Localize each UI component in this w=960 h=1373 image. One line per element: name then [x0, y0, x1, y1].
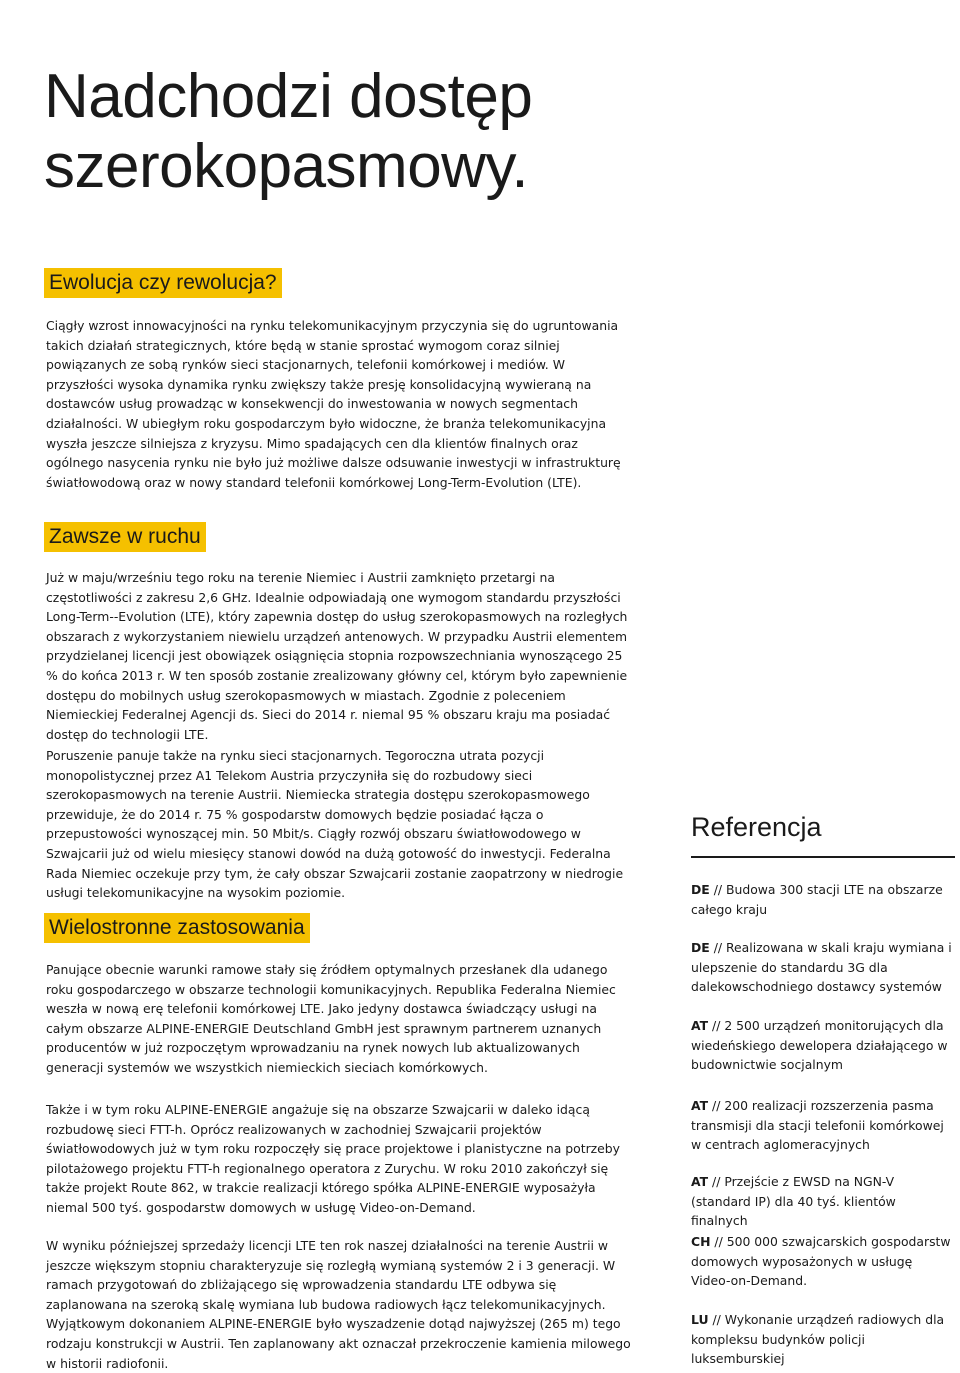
page-title	[44, 62, 532, 202]
paragraph-fixed-networks: Poruszenie panuje także na rynku sieci stacjonarnych. Tegoroczna utrata pozycji monopolistycznej przez A1 Telekom Austria przyczyniła się do rozbudowy sieci szerokopasmowych na terenie Austrii. Niemiecka strategia dostępu szerokopasmowego przewiduje, że do 2014 r. 75 % gospodarstw domowych będzie posiadać łącza o przepustowości wynoszącej min. 50 Mbit/s. Ciągły rozwój obszaru światłowodowego w Szwajcarii już od wielu miesięcy stanowi dowód na dużą gotowość do inwestycji. Federalna Rada Niemiec oczekuje przy tym, że cały obszar Szwajcarii zostanie zaopatrzony w niedrogie usługi telekomunikacyjne na wysokim poziomie.	[46, 748, 624, 901]
reference-item	[691, 1232, 953, 1291]
reference-separator: //	[710, 1234, 727, 1249]
reference-text: 2 500 urządzeń monitorujących dla wiedeńskiego dewelopera działającego w budownictwie socjalnym	[691, 1018, 948, 1073]
reference-item	[691, 1016, 953, 1075]
reference-separator: //	[708, 1174, 725, 1189]
page-title-line-2: szerokopasmowy.	[44, 132, 529, 201]
reference-separator: //	[709, 940, 726, 955]
reference-country-code: AT	[691, 1018, 709, 1033]
paragraph-austria-lte: W wyniku późniejszej sprzedaży licencji LTE ten rok naszej działalności na terenie Austrii w jeszcze większym stopniu charakteryzuje się rozległą wymianą systemów 2 i 3 generacji. W ramach przygotowań do zbliżającego się wprowadzenia standardu LTE odbywa się zaplanowana na szeroką skalę wymiana lub budowa radiowych łącz telekomunikacyjnych. Wyjątkowym dokonaniem ALPINE-ENERGIE było wyszadzenie dotąd najwyższej (265 m) tego rodzaju konstrukcji w Austrii. Ten zaplanowany akt oznaczał przekroczenie kamienia milowego w historii radiofonii.	[46, 1238, 631, 1371]
reference-item	[691, 880, 953, 919]
page-title-line-1: Nadchodzi dostęp	[44, 62, 533, 131]
section-heading-always-moving: Zawsze w ruchu	[44, 522, 206, 552]
reference-separator: //	[709, 882, 726, 897]
reference-separator: //	[708, 1098, 725, 1113]
reference-text: 200 realizacji rozszerzenia pasma transmisji dla stacji telefonii komórkowej w centrach aglomeracyjnych	[691, 1098, 944, 1153]
section-heading-evolution: Ewolucja czy rewolucja?	[44, 268, 282, 298]
reference-text: Przejście z EWSD na NGN-V (standard IP) dla 40 tyś. klientów finalnych	[691, 1174, 896, 1229]
reference-country-code: DE	[691, 940, 710, 955]
reference-country-code: DE	[691, 882, 710, 897]
reference-text: Wykonanie urządzeń radiowych dla kompleksu budynków policji luksemburskiej	[691, 1312, 945, 1367]
paragraph-lte-auctions: Już w maju/wrześniu tego roku na terenie Niemiec i Austrii zamknięto przetargi na częstotliwości z zakresu 2,6 GHz. Idealnie odpowiadają one wymogom standardu przyszłości Long-Term--Evolution (LTE), który zapewnia dostęp do usług szerokopasmowych na rozległych obszarach z wykorzystaniem niewielu urządzeń antenowych. W przypadku Austrii elementem przydzielanej licencji jest obowiązek osiągnięcia stopnia rozpowszechniania wynoszącego 25 % do końca 2013 r. W ten sposób zostanie zrealizowany główny cel, którym było zapewnienie dostępu do mobilnych usług szerokopasmowych w miastach. Zgodnie z poleceniem Niemieckiej Federalnej Agencji ds. Sieci do 2014 r. niemal 95 % obszaru kraju ma posiadać dostęp do technologii LTE.	[46, 570, 628, 742]
reference-text: Budowa 300 stacji LTE na obszarze całego kraju	[691, 882, 943, 917]
reference-item	[691, 938, 953, 997]
references-divider	[691, 856, 955, 858]
paragraph-switzerland-ftth: Także i w tym roku ALPINE-ENERGIE angażuje się na obszarze Szwajcarii w daleko idącą rozbudowę sieci FTT-h. Oprócz realizowanych w zachodniej Szwajcarii projektów światłowodowych już w tym roku rozpoczęły się prace projektowe i planistyczne na potrzeby pilotażowego projektu FTT-h regionalnego operatora z Zurychu. W roku 2010 zakończył się także projekt Route 862, w trakcie realizacji którego spółka ALPINE-ENERGIE wyposażyła niemal 500 tyś. gospodarstw domowych w usługę Video-on-Demand.	[46, 1102, 620, 1215]
reference-separator: //	[708, 1312, 725, 1327]
reference-country-code: LU	[691, 1312, 709, 1327]
reference-text: Realizowana w skali kraju wymiana i ulepszenie do standardu 3G dla dalekowschodniego dostawcy systemów	[691, 940, 952, 995]
reference-separator: //	[708, 1018, 725, 1033]
reference-item	[691, 1096, 953, 1155]
section-heading-applications: Wielostronne zastosowania	[44, 913, 310, 943]
reference-country-code: AT	[691, 1098, 709, 1113]
references-title: Referencja	[691, 812, 822, 842]
reference-country-code: AT	[691, 1174, 709, 1189]
paragraph-evolution: Ciągły wzrost innowacyjności na rynku telekomunikacyjnym przyczynia się do ugruntowania takich działań strategicznych, które będą w stanie sprostać wymogom coraz silniej powiązanych ze sobą rynków sieci stacjonarnych, telefonii komórkowej i mediów. W przyszłości wysoka dynamika rynku zwiększy także presję konsolidacyjną wywieraną na dostawców usług prowadząc w konsekwencji do inwestowania w nowych segmentach działalności. W ubiegłym roku gospodarczym było widoczne, że branża telekomunikacyjna wyszła jeszcze silniejsza z kryzysu. Mimo spadających cen dla klientów finalnych oraz ogólnego nasycenia rynku nie było już możliwe dalsze odsuwanie inwestycji w infrastrukturę światłowodową oraz w nowy standard telefonii komórkowej Long-Term-Evolution (LTE).	[46, 318, 621, 490]
reference-item	[691, 1172, 953, 1231]
paragraph-germany-lte: Panujące obecnie warunki ramowe stały się źródłem optymalnych przesłanek dla udanego roku gospodarczego w obszarze technologii komunikacyjnych. Republika Federalna Niemiec weszła w nową erę telefonii komórkowej LTE. Jako jedyny dostawca świadczący usługi na całym obszarze ALPINE-ENERGIE Deutschland GmbH jest sprawnym partnerem uznanych producentów w już rozpoczętym wprowadzaniu na rynek nowych lub aktualizowanych generacji systemów we wszystkich niemieckich sieciach komórkowych.	[46, 962, 616, 1075]
reference-country-code: CH	[691, 1234, 711, 1249]
reference-item	[691, 1310, 953, 1369]
reference-text: 500 000 szwajcarskich gospodarstw domowych wyposażonych w usługę Video-on-Demand.	[691, 1234, 951, 1289]
